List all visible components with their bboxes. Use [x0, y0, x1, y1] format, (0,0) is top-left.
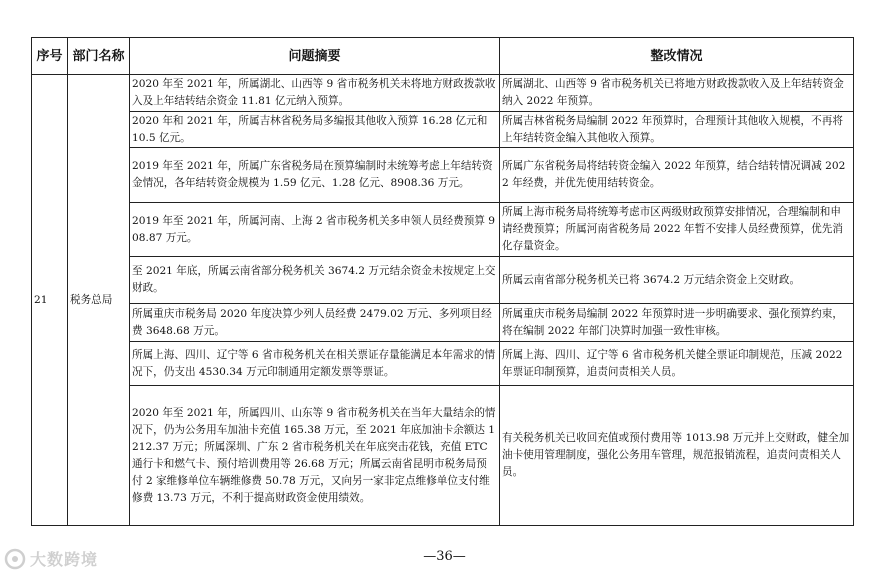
problem-cell: 2019 年至 2021 年，所属广东省税务局在预算编制时未统筹考虑上年结转资金情况，各年结转资金规模为 1.59 亿元、1.28 亿元、8908.36 万元。 — [130, 148, 500, 203]
header-index: 序号 — [32, 38, 68, 75]
rectification-cell: 所属重庆市税务局编制 2022 年预算时进一步明确要求、强化预算约束，将在编制 2022 年部门决算时加强一致性审核。 — [500, 304, 854, 342]
table-header-row — [32, 38, 854, 75]
page-number: —36— — [423, 549, 466, 564]
problem-cell: 2020 年和 2021 年，所属吉林省税务局多编报其他收入预算 16.28 亿元和 10.5 亿元。 — [130, 112, 500, 148]
problem-cell: 2019 年至 2021 年，所属河南、上海 2 省市税务机关多申领人员经费预算 908.87 万元。 — [130, 203, 500, 257]
problem-cell: 所属上海、四川、辽宁等 6 省市税务机关在相关票证存量能满足本年需求的情况下，仍支出 4530.34 万元印制通用定额发票等票证。 — [130, 342, 500, 386]
table-row — [32, 75, 854, 112]
header-rectification: 整改情况 — [500, 38, 854, 75]
rectification-cell: 所属上海市税务局将统筹考虑市区两级财政预算安排情况，合理编制和申请经费预算；所属河南省税务局 2022 年暂不安排人员经费预算，优先消化存量资金。 — [500, 203, 854, 257]
department-name: 税务总局 — [68, 75, 130, 526]
rectification-cell: 所属湖北、山西等 9 省市税务机关已将地方财政拨款收入及上年结转资金纳入 2022 年预算。 — [500, 75, 854, 112]
table-row — [32, 342, 854, 386]
table-row — [32, 386, 854, 526]
rectification-cell: 所属吉林省税务局编制 2022 年预算时，合理预计其他收入规模，不再将上年结转资金编入其他收入预算。 — [500, 112, 854, 148]
row-index: 21 — [32, 75, 68, 526]
header-department: 部门名称 — [68, 38, 130, 75]
table-row — [32, 148, 854, 203]
rectification-cell: 所属广东省税务局将结转资金编入 2022 年预算，结合结转情况调减 2022 年经费，并优先使用结转资金。 — [500, 148, 854, 203]
table-row — [32, 203, 854, 257]
problem-cell: 2020 年至 2021 年，所属湖北、山西等 9 省市税务机关未将地方财政拨款收入及上年结转结余资金 11.81 亿元纳入预算。 — [130, 75, 500, 112]
rectification-cell: 所属上海、四川、辽宁等 6 省市税务机关健全票证印制规范，压减 2022 年票证印制预算，追责问责相关人员。 — [500, 342, 854, 386]
rectification-cell: 有关税务机关已收回充值或预付费用等 1013.98 万元并上交财政，健全加油卡使用管理制度，强化公务用车管理，规范报销流程，追责问责相关人员。 — [500, 386, 854, 526]
rectification-cell: 所属云南省部分税务机关已将 3674.2 万元结余资金上交财政。 — [500, 257, 854, 304]
problem-cell: 至 2021 年底，所属云南省部分税务机关 3674.2 万元结余资金未按规定上交财政。 — [130, 257, 500, 304]
header-problem: 问题摘要 — [130, 38, 500, 75]
watermark-logo-icon — [4, 548, 26, 570]
table-row — [32, 112, 854, 148]
problem-cell: 所属重庆市税务局 2020 年度决算少列人员经费 2479.02 万元、多列项目经费 3648.68 万元。 — [130, 304, 500, 342]
table-row — [32, 257, 854, 304]
problem-cell: 2020 年至 2021 年，所属四川、山东等 9 省市税务机关在当年大量结余的情况下，仍为公务用车加油卡充值 165.38 万元，至 2021 年底加油卡余额达 1212.37 万元；所属深圳、广东 2 省市税务机关在年底突击花钱，充值 ETC 通行卡和燃气卡、预付培训费用等 26.68 万元；所属云南省昆明市税务局预付 2 家维修单位车辆维修费 50.78 万元，又向另一家非定点维修单位支付维修费 13.73 万元，不利于提高财政资金使用绩效。 — [130, 386, 500, 526]
table-row — [32, 304, 854, 342]
watermark-text: 大数跨境 — [30, 550, 99, 569]
watermark — [4, 547, 98, 570]
audit-table — [31, 37, 854, 526]
